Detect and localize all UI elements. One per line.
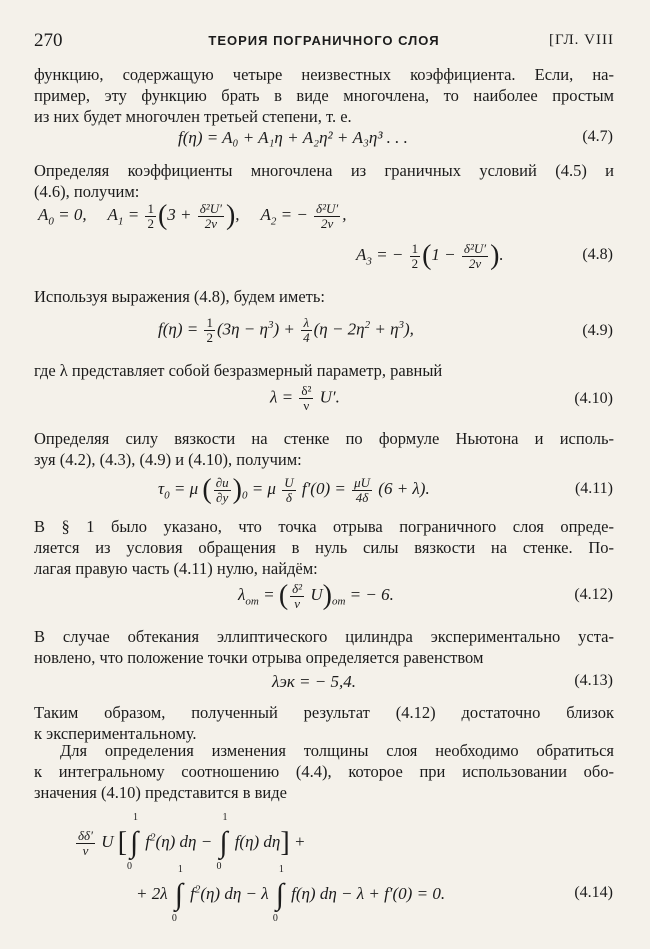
paragraph-2: Определяя коэффициенты многочлена из граничных условий (4.5) и (4.6), получим: [34,161,614,201]
paragraph-3: Используя выражения (4.8), будем иметь: [34,287,325,306]
paragraph-5: Определяя силу вязкости на стенке по формуле Ньютона и исполь- зуя (4.2), (4.3), (4.9) и (4.10), получим: [34,429,614,469]
equation-4-10: λ = $\frac{\text{δ²}}{\nu}$ U′. (4.10) [270,383,613,413]
equation-4-8-line-2: $A_3$ = − $\frac{1}{2}$ (1 − $\frac{\text{δ²U′}}{2\nu}$ ). (4.8) [356,240,613,271]
equation-4-9: f(η) = $\frac{1}{2}$ $(3\eta - \eta^3)$ + $\frac{\lambda}{4}$ $(\eta - 2\eta^2 + \eta^3)$, (4.9) [158,315,613,345]
paragraph-6: В § 1 было указано, что точка отрыва пограничного слоя опреде- ляется из условия обращения в нуль силы вязкости на стенке. По- лагая правую часть (4.11) нулю, найдём: [34,517,614,578]
equation-4-8-line-1: $A_0 = 0$, $A_1$ = $\frac{1}{2}$ (3 + $\frac{\text{δ²U′}}{2\nu}$ ), $A_2$ = − $\frac{\text{δ²U′}}{2\nu}$ , [38,200,347,231]
equation-4-14-line-2: + 2λ ∫ 1 0 $f^2(\eta) d\eta - \lambda$ ∫ 1 0 f(η) dη − λ + f′(0) = 0. (4.14) [136,864,613,924]
chapter-label: [ГЛ. VIII [548,32,614,48]
paragraph-1: функцию, содержащую четыре неизвестных коэффициента. Если, на- пример, эту функцию брать в виде многочлена, то наиболее простым из них будет многочлен третьей степени, т. е. [34,65,614,126]
equation-4-7: f(η) = A₀ + A₁η + A₂η² + A₃η³ . . . (4.7) [178,128,613,147]
paragraph-8: Таким образом, полученный результат (4.12) достаточно близок к экспериментальному. [34,703,614,743]
equation-4-11: $\tau_0 = \mu$ ( $\frac{\partial u}{\partial y}$ )$_0 = \mu$ $\frac{U}{\delta}$ f′(0) = $\frac{\mu U}{4\delta}$ (6 + λ). (4.11) [158,474,613,505]
equation-4-12: $\lambda_{от}$ = ( $\frac{\text{δ²}}{\nu}$ $U)_{от}$ = − 6. (4.12) [238,580,613,611]
paragraph-4: где λ представляет собой безразмерный параметр, равный [34,361,443,380]
running-title: ТЕОРИЯ ПОГРАНИЧНОГО СЛОЯ [208,33,440,48]
equation-4-13: λэк = − 5,4. (4.13) [272,672,613,691]
paragraph-9: Для определения изменения толщины слоя необходимо обратиться к интегральному соотношению (4.4), которое при использовании обо- значения (4.10) представится в виде [34,741,614,802]
page-number: 270 [34,30,63,51]
page-header [34,30,614,52]
equation-4-14-line-1: $\frac{\delta\delta'}{\nu}$ U [∫ 1 0 $f^2(\eta) d\eta$ − ∫ 1 0 f(η) dη] + [78,812,306,872]
paragraph-7: В случае обтекания эллиптического цилиндра экспериментально уста- новлено, что положение точки отрыва определяется равенством [34,627,614,667]
